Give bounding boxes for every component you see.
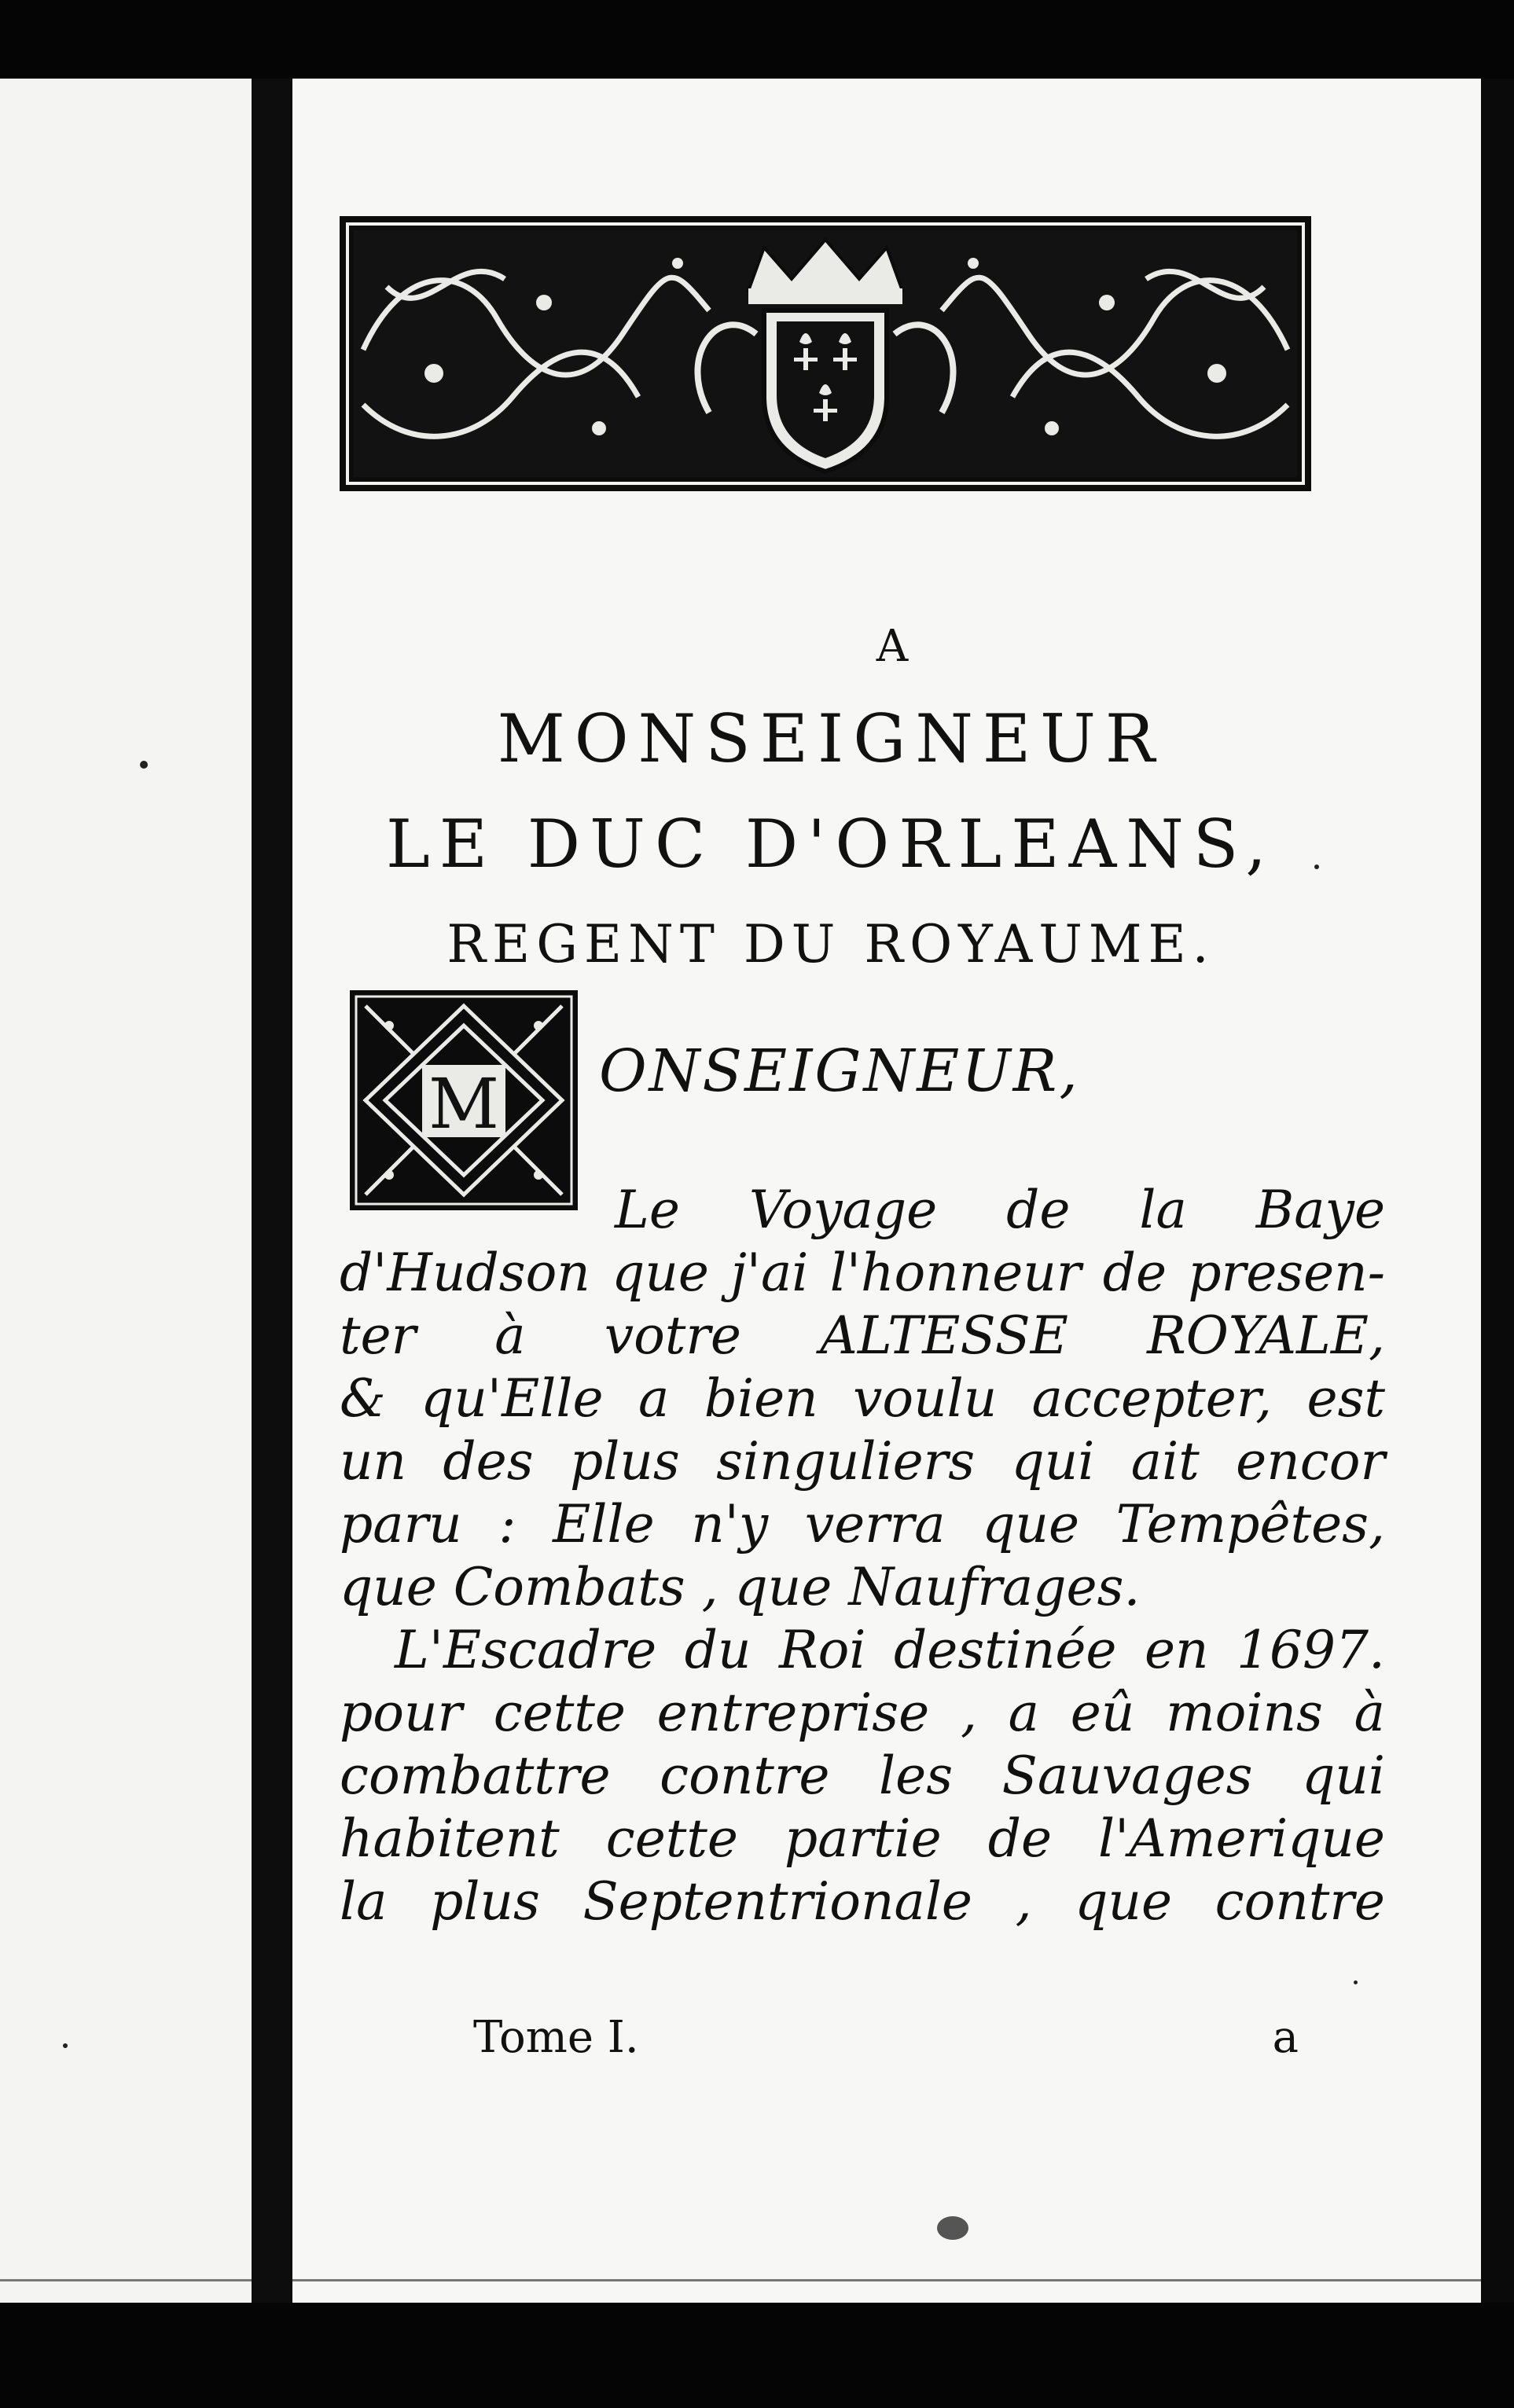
scan-speck: [1354, 1980, 1358, 1984]
salutation: ONSEIGNEUR,: [599, 1037, 1080, 1105]
scan-speck: [937, 2216, 968, 2240]
body-line: un des plus singuliers qui ait encor: [340, 1431, 1385, 1492]
dedication-heading: [340, 621, 1322, 975]
book-gutter: [252, 79, 292, 2303]
headpiece-ornament-icon: [340, 216, 1311, 491]
scan-speck: [140, 761, 148, 769]
heading-line-3: REGENT DU ROYAUME.: [446, 914, 1215, 975]
body-line: combattre contre les Sauvages qui: [340, 1745, 1385, 1806]
dedication-to: A: [876, 621, 912, 672]
body-line: d'Hudson que j'ai l'honneur de presen-: [340, 1243, 1385, 1303]
body-line: que Combats , que Naufrages.: [340, 1557, 1141, 1617]
body-line: & qu'Elle a bien voulu accepter, est: [340, 1368, 1385, 1429]
body-line: paru : Elle n'y verra que Tempêtes,: [340, 1494, 1385, 1555]
body-line: la plus Septentrionale , que contre: [340, 1871, 1385, 1932]
dropcap-letter: M: [428, 1063, 500, 1144]
main-page-rule: [292, 2279, 1481, 2281]
body-line: Le Voyage de la Baye: [615, 1180, 1385, 1240]
heading-line-2: LE DUC D'ORLEANS,: [386, 806, 1276, 883]
body-line: ter à votre ALTESSE ROYALE,: [340, 1305, 1385, 1366]
scan-speck: [63, 2043, 68, 2048]
left-page-edge: [0, 79, 252, 2303]
left-page-rule: [0, 2279, 252, 2281]
volume-label: Tome I.: [473, 2012, 639, 2063]
right-page-edge: [1481, 79, 1514, 2303]
body-line: L'Escadre du Roi destinée en 1697.: [395, 1620, 1385, 1680]
book-page: [292, 79, 1481, 2303]
signature-mark: a: [1272, 2012, 1299, 2063]
scan-speck: [1314, 864, 1319, 869]
heading-line-1: MONSEIGNEUR: [497, 700, 1165, 777]
dedication-body: [340, 1179, 1385, 1933]
body-line: pour cette entreprise , a eû moins à: [340, 1683, 1385, 1743]
decorated-initial-m-icon: [350, 990, 578, 1210]
body-line: habitent cette partie de l'Amerique: [340, 1808, 1385, 1869]
